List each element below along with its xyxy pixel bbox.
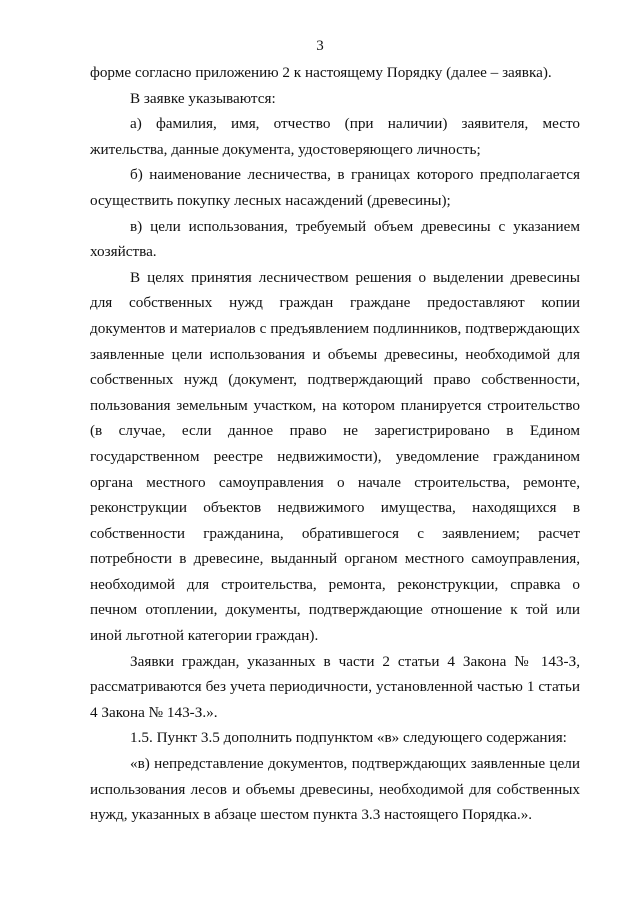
document-body [90, 60, 580, 828]
paragraph-documents: В целях принятия лесничеством решения о выделении древесины для собственных нужд граждан граждане предоставляют копии документов и материалов с предъявлением подлинников, подтверждающих заявленные цели использования и объемы древесины, необходимой для собственных нужд (документ, подтверждающий право собственности, пользования земельным участком, на котором планируется строительство (в случае, если данное право не зарегистрировано в Едином государственном реестре недвижимости), уведомление гражданином органа местного самоуправления о начале строительства, ремонте, реконструкции объектов недвижимого имущества, находящихся в собственности гражданина, обратившегося с заявлением; расчет потребности в древесине, выданный органом местного самоуправления, необходимой для строительства, ремонта, реконструкции, справка о печном отоплении, документы, подтверждающие отношение к той или иной льготной категории граждан). [90, 268, 580, 645]
paragraph-item-a: а) фамилия, имя, отчество (при наличии) заявителя, место жительства, данные документа, удостоверяющего личность; [90, 115, 580, 158]
page-number: 3 [316, 38, 324, 54]
paragraph-subclause-v: «в) непредставление документов, подтверждающих заявленные цели использования лесов и объемы древесины, необходимой для собственных нужд, указанных в абзаце шестом пункта 3.3 настоящего Порядка.». [90, 755, 580, 824]
paragraph-continuation: форме согласно приложению 2 к настоящему Порядку (далее – заявка). [90, 64, 552, 81]
paragraph-applications: Заявки граждан, указанных в части 2 статьи 4 Закона № 143-З, рассматриваются без учета периодичности, установленной частью 1 статьи 4 Закона № 143-З.». [90, 652, 580, 721]
paragraph-item-v: в) цели использования, требуемый объем древесины с указанием хозяйства. [90, 217, 580, 261]
paragraph-list-intro: В заявке указываются: [130, 89, 276, 107]
paragraph-item-b: б) наименование лесничества, в границах которого предполагается осуществить покупку лесных насаждений (древесины); [90, 166, 580, 209]
paragraph-clause-1-5: 1.5. Пункт 3.5 дополнить подпунктом «в» следующего содержания: [130, 729, 567, 747]
